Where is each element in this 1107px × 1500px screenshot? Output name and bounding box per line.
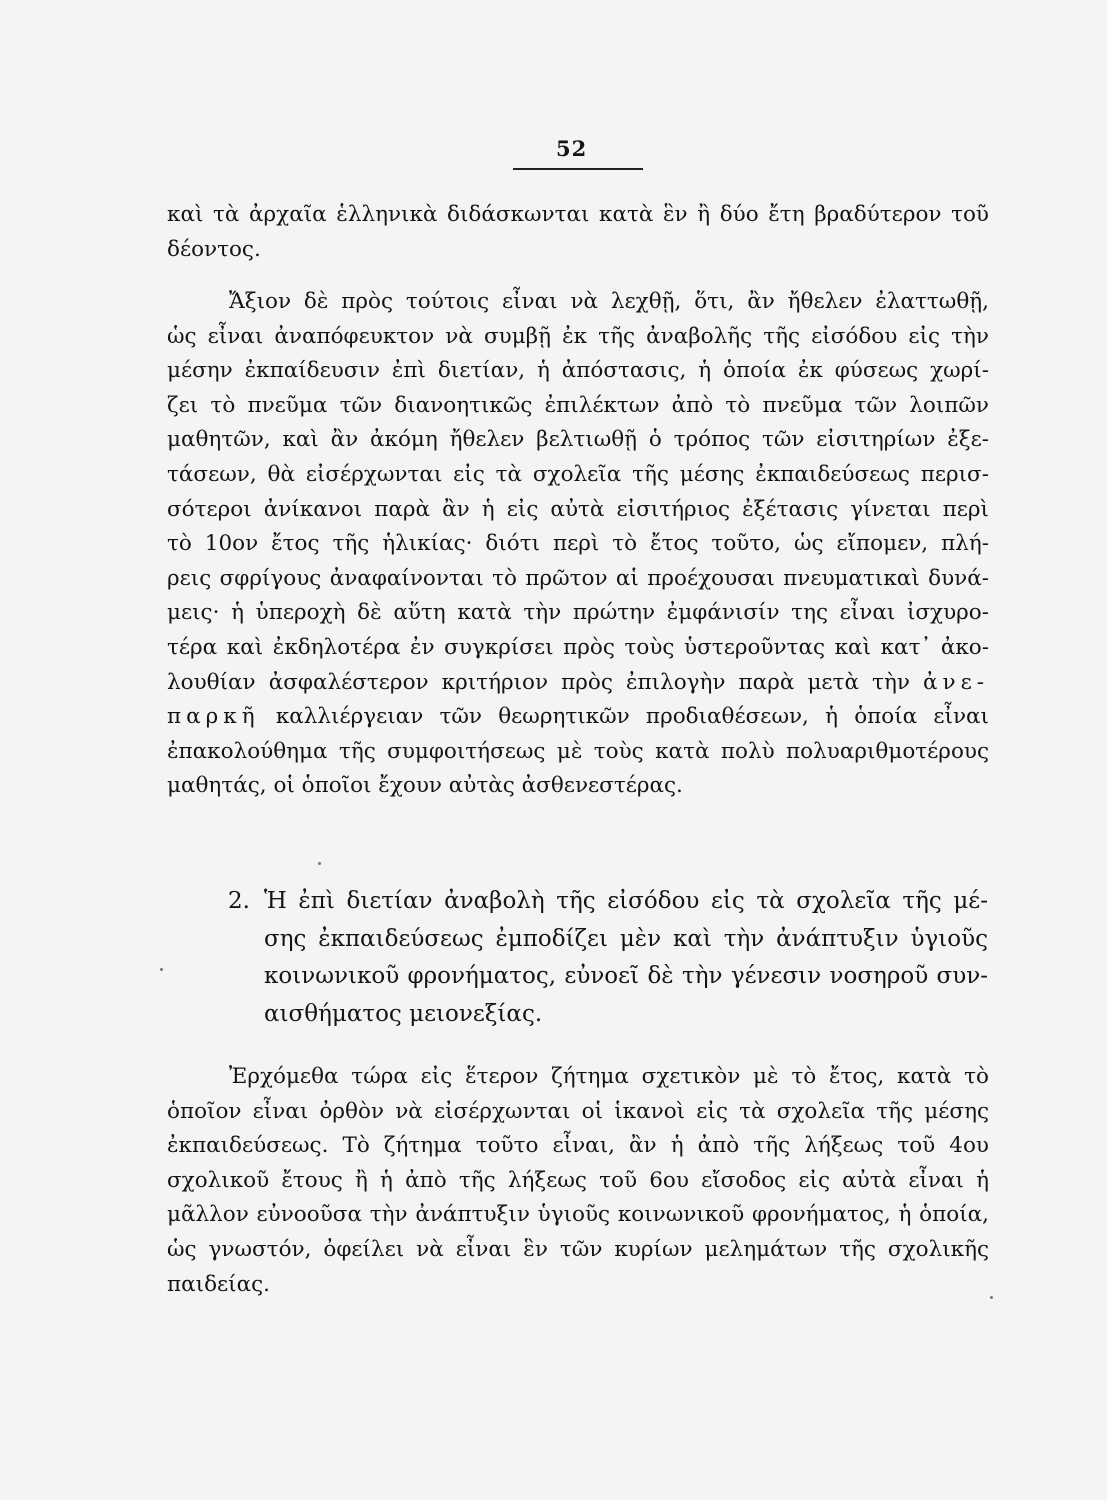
text-line: καὶ τὰ ἀρχαῖα ἑλληνικὰ διδάσκωνται κατὰ ἓν ἢ δύο ἔτη βραδύτερον τοῦ — [167, 202, 989, 227]
text-line: δέοντος. — [167, 236, 261, 262]
text-line: ἐπακολούθημα τῆς συμφοιτήσεως μὲ τοὺς κατὰ πολὺ πολυαριθμοτέρους — [167, 738, 989, 764]
header-rule — [513, 168, 643, 170]
paragraph-continuation — [167, 198, 989, 267]
text-line: σχολικοῦ ἔτους ἢ ἡ ἀπὸ τῆς λήξεως τοῦ 6ου εἴσοδος εἰς αὐτὰ εἶναι ἡ — [167, 1167, 989, 1193]
text-line: σότεροι ἀνίκανοι παρὰ ἂν ἡ εἰς αὐτὰ εἰσιτήριος ἐξέτασις γίνεται περὶ — [167, 496, 989, 522]
text-line: μεις· ἡ ὑπεροχὴ δὲ αὕτη κατὰ τὴν πρώτην ἐμφάνισίν της εἶναι ἰσχυρο- — [167, 600, 989, 626]
paragraph-new-question — [167, 1060, 989, 1302]
text-line: κοινωνικοῦ φρονήματος, εὐνοεῖ δὲ τὴν γένεσιν νοσηροῦ συν- — [264, 963, 988, 989]
text-line: ὡς γνωστόν, ὀφείλει νὰ εἶναι ἓν τῶν κυρίων μελημάτων τῆς σχολικῆς — [167, 1236, 989, 1262]
text-line: μᾶλλον εὐνοοῦσα τὴν ἀνάπτυξιν ὑγιοῦς κοινωνικοῦ φρονήματος, ἡ ὁποία, — [167, 1202, 989, 1228]
text-line: μαθητῶν, καὶ ἂν ἀκόμη ἤθελεν βελτιωθῇ ὁ τρόπος τῶν εἰσιτηρίων ἐξε- — [167, 427, 989, 453]
conclusion-body — [264, 883, 988, 1033]
scan-speck — [990, 1296, 993, 1299]
paragraph-argument — [167, 285, 989, 804]
spaced-word: ἀνε- — [923, 669, 989, 695]
scan-speck — [160, 968, 163, 971]
scan-speck — [318, 862, 321, 865]
text-line: αισθήματος μειονεξίας. — [264, 1000, 543, 1027]
text-line: τάσεων, θὰ εἰσέρχωνται εἰς τὰ σχολεῖα τῆς μέσης ἐκπαιδεύσεως περισ- — [167, 461, 989, 487]
text-line: παιδείας. — [167, 1271, 270, 1297]
text-line-part: λουθίαν ἀσφαλέστερον κριτήριον πρὸς ἐπιλογὴν παρὰ μετὰ τὴν — [167, 669, 910, 695]
text-line: Ἄξιον δὲ πρὸς τούτοις εἶναι νὰ λεχθῇ, ὅτι, ἂν ἤθελεν ἐλαττωθῇ, — [229, 289, 989, 314]
text-line: ζει τὸ πνεῦμα τῶν διανοητικῶς ἐπιλέκτων ἀπὸ τὸ πνεῦμα τῶν λοιπῶν — [167, 392, 989, 418]
conclusion-number: 2. — [228, 888, 250, 914]
text-line: ἐκπαιδεύσεως. Τὸ ζήτημα τοῦτο εἶναι, ἂν ἡ ἀπὸ τῆς λήξεως τοῦ 4ου — [167, 1133, 989, 1159]
text-line: μέσην ἐκπαίδευσιν ἐπὶ διετίαν, ἡ ἀπόστασις, ἡ ὁποία ἐκ φύσεως χωρί- — [167, 358, 989, 384]
text-line: ὡς εἶναι ἀναπόφευκτον νὰ συμβῇ ἐκ τῆς ἀναβολῆς τῆς εἰσόδου εἰς τὴν — [167, 323, 989, 349]
text-line-with-spaced-word — [167, 700, 989, 735]
text-line: ρεις σφρίγους ἀναφαίνονται τὸ πρῶτον αἱ προέχουσαι πνευματικαὶ δυνά- — [167, 565, 989, 591]
text-line: σης ἐκπαιδεύσεως ἐμποδίζει μὲν καὶ τὴν ἀνάπτυξιν ὑγιοῦς — [264, 925, 988, 952]
text-line-part: καλλιέργειαν τῶν θεωρητικῶν προδιαθέσεων, ἡ ὁποία εἶναι — [275, 704, 989, 730]
spaced-word: παρκῆ — [167, 704, 260, 730]
page-number: 52 — [556, 136, 588, 161]
text-line: τὸ 10ον ἔτος τῆς ἡλικίας· διότι περὶ τὸ ἔτος τοῦτο, ὡς εἴπομεν, πλή- — [167, 531, 989, 557]
text-line-with-spaced-word — [167, 666, 989, 701]
text-line: Ἐρχόμεθα τώρα εἰς ἕτερον ζήτημα σχετικὸν μὲ τὸ ἔτος, κατὰ τὸ — [229, 1064, 989, 1089]
text-line: Ἡ ἐπὶ διετίαν ἀναβολὴ τῆς εἰσόδου εἰς τὰ σχολεῖα τῆς μέ- — [264, 888, 988, 914]
text-line: τέρα καὶ ἐκδηλοτέρα ἐν συγκρίσει πρὸς τοὺς ὑστεροῦντας καὶ κατ᾽ ἀκο- — [167, 634, 989, 660]
text-line: ὁποῖον εἶναι ὀρθὸν νὰ εἰσέρχωνται οἱ ἱκανοὶ εἰς τὰ σχολεῖα τῆς μέσης — [167, 1098, 989, 1124]
numbered-conclusion — [228, 883, 988, 1033]
text-line: μαθητάς, οἱ ὁποῖοι ἔχουν αὐτὰς ἀσθενεστέρας. — [167, 773, 683, 799]
